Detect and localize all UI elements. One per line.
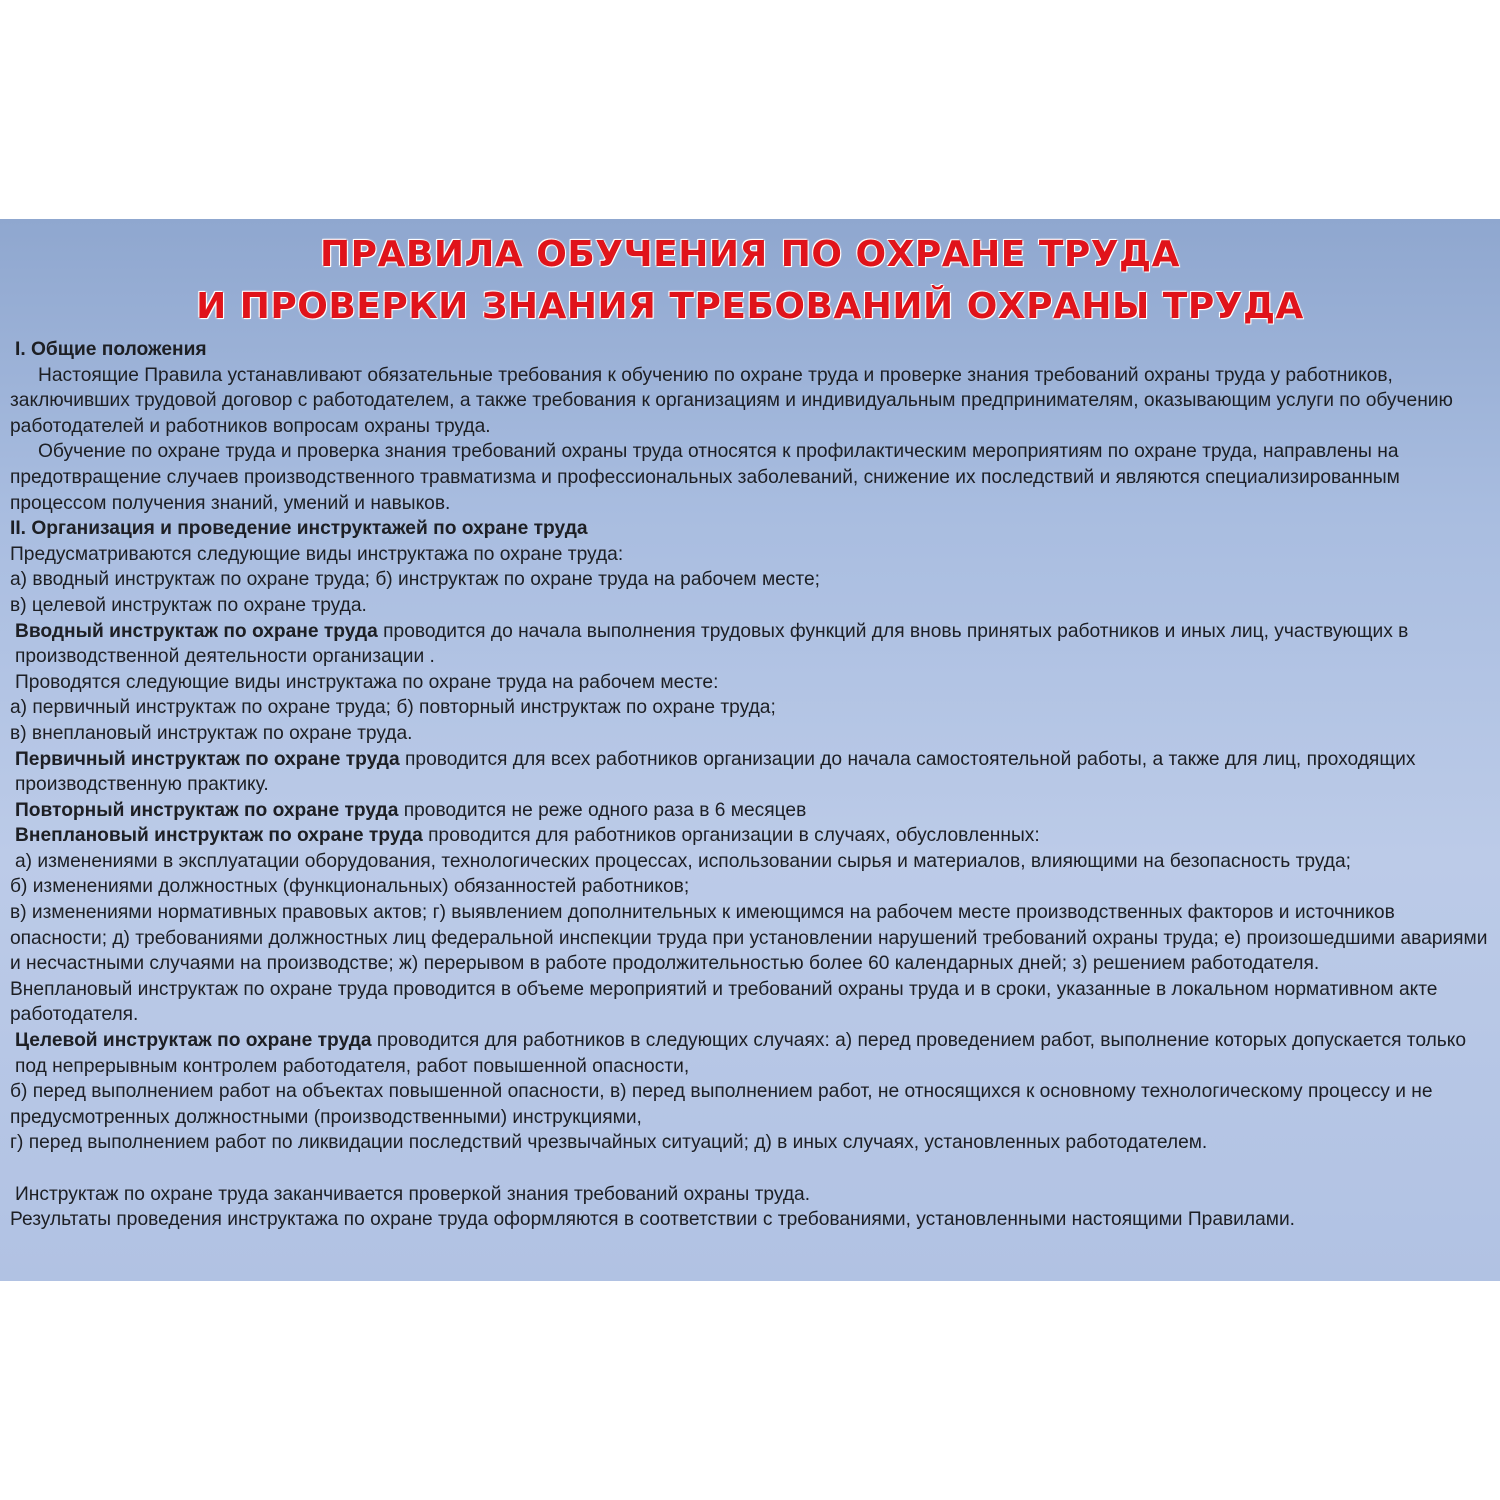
title-line-2: И ПРОВЕРКИ ЗНАНИЯ ТРЕБОВАНИЙ ОХРАНЫ ТРУДА — [196, 286, 1304, 327]
workplace-intro: Проводятся следующие виды инструктажа по охране труда на рабочем месте: — [15, 671, 719, 693]
title-line-1: ПРАВИЛА ОБУЧЕНИЯ ПО ОХРАНЕ ТРУДА — [320, 234, 1180, 275]
workplace-ab: а) первичный инструктаж по охране труда; б) повторный инструктаж по охране труда; — [10, 697, 776, 719]
workplace-c: в) внеплановый инструктаж по охране труда. — [10, 722, 413, 744]
section-2-heading: II. Организация и проведение инструктажей по охране труда — [10, 518, 588, 540]
poster — [0, 219, 1500, 1281]
target-case-g: г) перед выполнением работ по ликвидации последствий чрезвычайных ситуаций; д) в иных случаях, установленных работодателем. — [10, 1132, 1208, 1154]
types-intro: Предусматриваются следующие виды инструктажа по охране труда: — [10, 543, 624, 565]
target-briefing-paragraph: Целевой инструктаж по охране труда проводится для работников в следующих случаях: а) перед проведением работ, выполнение которых допускается только под непрерывным контролем работодателя, работ повышенной опасности, — [15, 1030, 1467, 1077]
repeat-briefing-term: Повторный инструктаж по охране труда — [15, 799, 399, 821]
primary-briefing-paragraph: Первичный инструктаж по охране труда проводится для всех работников организации до начала самостоятельной работы, а также для лиц, проходящих производственную практику. — [15, 748, 1416, 796]
section-1-heading: I. Общие положения — [15, 339, 207, 360]
types-ab: а) вводный инструктаж по охране труда; б) инструктаж по охране труда на рабочем месте; — [10, 569, 820, 591]
section-1-paragraph-1: Настоящие Правила устанавливают обязательные требования к обучению по охране труда и проверке знания требований охраны труда у работников, заключивших трудовой договор с работодателем, а также требования к организациям и индивидуальным предпринимателям, оказывающим услуги по обучению работодателей и работников вопросам охраны труда. — [10, 364, 1453, 437]
spacer — [10, 1156, 1490, 1182]
unplanned-case-b: б) изменениями должностных (функциональных) обязанностей работников; — [10, 876, 690, 898]
poster-title — [0, 229, 1500, 333]
types-c: в) целевой инструктаж по охране труда. — [10, 594, 367, 616]
target-briefing-term: Целевой инструктаж по охране труда — [15, 1030, 372, 1052]
unplanned-briefing-paragraph: Внеплановый инструктаж по охране труда проводится для работников организации в случаях, обусловленных: — [15, 825, 1040, 847]
primary-briefing-term: Первичный инструктаж по охране труда — [15, 748, 400, 770]
unplanned-case-a: а) изменениями в эксплуатации оборудования, технологических процессах, использовании сырья и материалов, влияющими на безопасность труда; — [15, 850, 1352, 872]
closing-line-1: Инструктаж по охране труда заканчивается проверкой знания требований охраны труда. — [15, 1183, 811, 1205]
repeat-briefing-paragraph: Повторный инструктаж по охране труда проводится не реже одного раза в 6 месяцев — [15, 799, 807, 821]
unplanned-scope: Внеплановый инструктаж по охране труда проводится в объеме мероприятий и требований охраны труда и в сроки, указанные в локальном нормативном акте работодателя. — [10, 978, 1438, 1026]
section-1-paragraph-2: Обучение по охране труда и проверка знания требований охраны труда относятся к профилактическим мероприятиям по охране труда, направлены на предотвращение случаев производственного травматизма и профессиональных заболеваний, снижение их последствий и являются специализированным процессом получения знаний, умений и навыков. — [10, 441, 1400, 514]
closing-line-2: Результаты проведения инструктажа по охране труда оформляются в соответствии с требованиями, установленными настоящими Правилами. — [10, 1209, 1296, 1231]
target-case-b: б) перед выполнением работ на объектах повышенной опасности, в) перед выполнением работ, не относящихся к основному технологическому процессу и не предусмотренных должностными (производственными) инструкциями, — [10, 1081, 1433, 1128]
unplanned-cases-rest: в) изменениями нормативных правовых актов; г) выявлением дополнительных к имеющимся на рабочем месте производственных факторов и источников опасности; д) требованиями должностных лиц федеральной инспекции труда при установлении нарушений требований охраны труда; е) произошедшими авариями и несчастными случаями на производстве; ж) перерывом в работе продолжительностью более 60 календарных дней; з) решением работодателя. — [10, 902, 1488, 975]
intro-briefing-term: Вводный инструктаж по охране труда — [15, 620, 378, 642]
unplanned-briefing-term: Внеплановый инструктаж по охране труда — [15, 825, 423, 847]
poster-body — [10, 337, 1490, 1233]
intro-briefing-paragraph: Вводный инструктаж по охране труда проводится до начала выполнения трудовых функций для вновь принятых работников и иных лиц, участвующих в производственной деятельности организации . — [15, 620, 1409, 668]
